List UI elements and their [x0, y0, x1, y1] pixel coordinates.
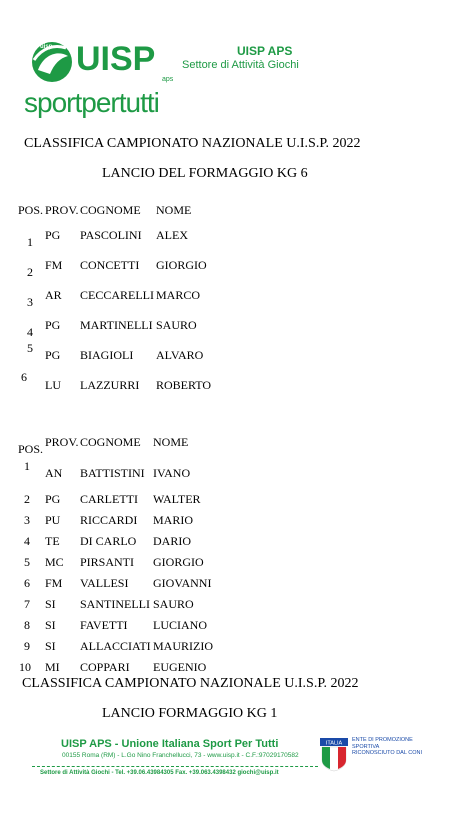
s2-row-surname: CARLETTI	[80, 492, 138, 506]
s2-row-pos: 4	[24, 534, 30, 548]
s2-header-pos: POS.	[18, 442, 44, 456]
s1-row-pos: 5	[27, 341, 33, 355]
org-subtitle: Settore di Attività Giochi	[182, 59, 299, 71]
s2-header-name: NOME	[153, 435, 189, 449]
s2-row-name: WALTER	[153, 492, 201, 506]
logo-small-text: uisp	[40, 44, 53, 50]
s1-row-name: ROBERTO	[156, 378, 212, 392]
s2-row-pos: 3	[24, 513, 30, 527]
s2-row-pos: 7	[24, 597, 30, 611]
s1-row-surname: PASCOLINI	[80, 228, 142, 242]
s2-row-prov: FM	[45, 576, 63, 590]
s2-row-pos: 5	[24, 555, 30, 569]
s1-row-prov: PG	[45, 318, 61, 332]
s2-row-pos: 9	[24, 639, 30, 653]
s2-header-surname: COGNOME	[80, 435, 141, 449]
section3-title: CLASSIFICA CAMPIONATO NAZIONALE U.I.S.P. 2022	[22, 676, 359, 691]
s2-row-surname: BATTISTINI	[80, 466, 145, 480]
s2-row-name: GIOVANNI	[153, 576, 212, 590]
s1-header-prov: PROV.	[45, 203, 79, 217]
s1-header-pos: POS.	[18, 203, 44, 217]
s2-row-prov: MC	[45, 555, 64, 569]
s1-row-surname: LAZZURRI	[80, 378, 140, 392]
s2-row-prov: SI	[45, 597, 56, 611]
section1-title: CLASSIFICA CAMPIONATO NAZIONALE U.I.S.P. 2022	[24, 136, 361, 151]
s2-row-surname: DI CARLO	[80, 534, 137, 548]
logo-aps: aps	[162, 76, 174, 83]
coni-recognition-text: ENTE DI PROMOZIONE SPORTIVA RICONOSCIUTO DAL CONI	[352, 737, 422, 756]
s1-header-surname: COGNOME	[80, 203, 141, 217]
s1-row-pos: 3	[27, 295, 33, 309]
section1-subtitle: LANCIO DEL FORMAGGIO KG 6	[102, 166, 308, 181]
s2-row-pos: 2	[24, 492, 30, 506]
footer-divider	[32, 766, 318, 767]
s1-row-prov: PG	[45, 348, 61, 362]
s2-row-name: MARIO	[153, 513, 194, 527]
section3-subtitle: LANCIO FORMAGGIO KG 1	[102, 706, 278, 721]
s2-row-name: GIORGIO	[153, 555, 204, 569]
s2-row-prov: AN	[45, 466, 63, 480]
s1-row-prov: AR	[45, 288, 62, 302]
logo-wordmark: UISP	[76, 40, 156, 78]
s2-row-prov: SI	[45, 618, 56, 632]
s1-row-name: ALVARO	[156, 348, 204, 362]
s2-row-prov: PG	[45, 492, 61, 506]
s2-row-name: LUCIANO	[153, 618, 207, 632]
s2-row-surname: VALLESI	[80, 576, 129, 590]
s2-row-prov: MI	[45, 660, 60, 674]
s2-header-prov: PROV.	[45, 435, 79, 449]
s1-row-name: GIORGIO	[156, 258, 207, 272]
s1-header-name: NOME	[156, 203, 192, 217]
s1-row-surname: CECCARELLI	[80, 288, 154, 302]
s2-row-surname: FAVETTI	[80, 618, 128, 632]
s2-row-prov: TE	[45, 534, 60, 548]
s2-row-prov: PU	[45, 513, 61, 527]
org-name: UISP APS	[237, 44, 293, 58]
footer-org-name: UISP APS - Unione Italiana Sport Per Tutti	[61, 738, 279, 750]
s1-row-pos: 1	[27, 235, 33, 249]
s2-row-name: SAURO	[153, 597, 194, 611]
s2-row-name: DARIO	[153, 534, 191, 548]
s1-row-pos: 4	[27, 325, 33, 339]
s2-row-name: IVANO	[153, 466, 191, 480]
s1-row-name: SAURO	[156, 318, 197, 332]
s1-row-prov: FM	[45, 258, 63, 272]
footer-contacts: Settore di Attività Giochi - Tel. +39.06.43984305 Fax. +39.063.4398432 giochi@uisp.it	[40, 770, 279, 776]
s2-row-surname: RICCARDI	[80, 513, 138, 527]
s1-row-surname: CONCETTI	[80, 258, 140, 272]
s2-row-pos: 6	[24, 576, 30, 590]
s1-row-pos: 2	[27, 265, 33, 279]
s2-row-surname: COPPARI	[80, 660, 130, 674]
s1-row-prov: LU	[45, 378, 61, 392]
coni-label: ITALIA	[325, 740, 343, 747]
s1-row-surname: MARTINELLI	[80, 318, 153, 332]
s2-row-name: EUGENIO	[153, 660, 207, 674]
s2-row-pos: 10	[19, 660, 31, 674]
s2-row-surname: SANTINELLI	[80, 597, 150, 611]
italia-coni-logo	[320, 738, 348, 772]
s1-row-name: MARCO	[156, 288, 201, 302]
logo-tagline: sportpertutti	[24, 87, 159, 118]
s2-row-surname: PIRSANTI	[80, 555, 135, 569]
s2-row-name: MAURIZIO	[153, 639, 213, 653]
footer-address: 00155 Roma (RM) - L.Go Nino Franchellucci, 73 - www.uisp.it - C.F.:97029170582	[62, 752, 299, 759]
s1-row-surname: BIAGIOLI	[80, 348, 134, 362]
s2-row-surname: ALLACCIATI	[80, 639, 151, 653]
s1-row-pos: 6	[21, 370, 27, 384]
s1-row-name: ALEX	[156, 228, 188, 242]
s1-row-prov: PG	[45, 228, 61, 242]
s2-row-prov: SI	[45, 639, 56, 653]
s2-row-pos: 1	[24, 459, 30, 473]
s2-row-pos: 8	[24, 618, 30, 632]
